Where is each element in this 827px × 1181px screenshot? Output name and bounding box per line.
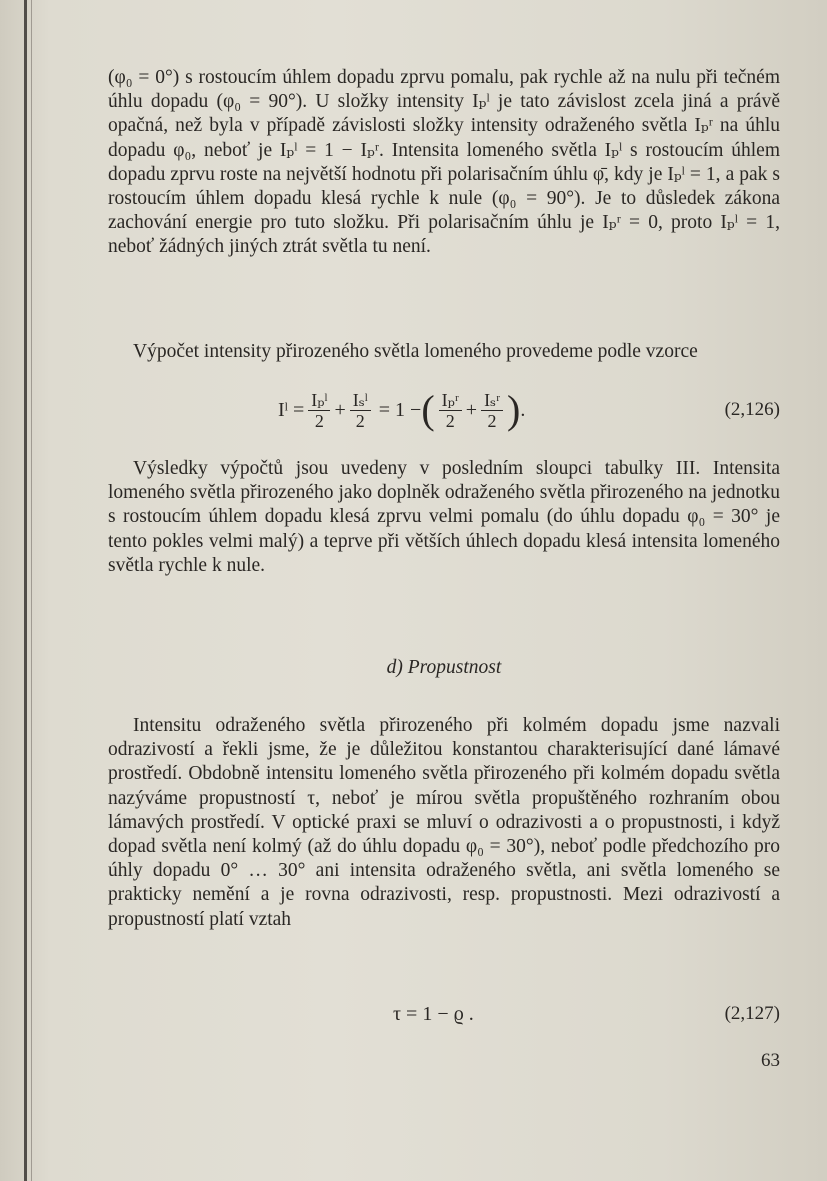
left-paren: (: [421, 387, 435, 432]
fraction-denominator: 2: [314, 410, 324, 431]
page-number: 63: [761, 1050, 780, 1071]
fraction: [350, 390, 371, 431]
section-heading: d) Propustnost: [386, 657, 502, 678]
paragraph-formula-intro: [108, 340, 780, 364]
fraction: [308, 390, 330, 431]
equation-number: (2,127): [724, 1003, 780, 1024]
right-paren: ): [507, 387, 521, 432]
fraction-numerator: Iₛˡ: [350, 390, 371, 411]
paragraph-continued: [108, 66, 780, 260]
fraction-numerator: Iₛʳ: [481, 390, 503, 411]
paragraph-results: [108, 457, 780, 578]
plus-sign: +: [334, 398, 346, 421]
plus-sign: +: [465, 398, 478, 421]
fraction: [439, 390, 462, 431]
fraction-denominator: 2: [487, 410, 497, 431]
book-spine-line: [24, 0, 27, 1181]
fraction-denominator: 2: [445, 410, 455, 431]
fraction-numerator: Iₚˡ: [308, 390, 330, 411]
paragraph-1: (φ₀ = 0°) s rostoucím úhlem dopadu zprvu pomalu, pak rychle až na nulu při tečném úhlu dopadu (φ₀ = 90°). U složky intensity Iₚˡ je tato závislost zcela jiná a právě opačná, než byla v případě závislosti složky intensity odraženého světla Iₚʳ na úhlu dopadu φ₀, neboť je Iₚˡ = 1 − Iₚʳ. Intensita lomeného světla Iₚˡ s rostoucím úhlem dopadu zprvu roste na největší hodnotu při polarisačním úhlu φ̄, kdy je Iₚˡ = 1, a pak s rostoucím úhlem dopadu klesá rychle k nule (φ₀ = 90°). Je to důsledek zákona zachování energie pro tuto složku. Při polarisačním úhlu je Iₚʳ = 0, proto Iₚˡ = 1, neboť žádných jiných ztrát světla tu není.: [108, 67, 780, 258]
equation-number: (2,126): [724, 399, 780, 420]
paragraph-3: Výsledky výpočtů jsou uvedeny v posledním sloupci tabulky III. Intensita lomeného světla přirozeného jako doplněk odraženého světla přirozeného na jednotku s rostoucím úhlem dopadu klesá zprvu velmi pomalu (do úhlu dopadu φ₀ = 30° je tento pokles velmi malý) a teprve při větších úhlech dopadu klesá intensita lomeného světla rychle k nule.: [108, 458, 780, 576]
equation-body: [278, 380, 525, 440]
book-spine-shadow: [31, 0, 32, 1181]
fraction-denominator: 2: [355, 410, 365, 431]
fraction: [481, 390, 503, 431]
equation-2-127: [108, 994, 780, 1034]
eq-lhs: Iˡ =: [278, 398, 305, 421]
fraction-numerator: Iₚʳ: [439, 390, 462, 411]
paragraph-transmittance: [108, 714, 780, 932]
paragraph-2: Výpočet intensity přirozeného světla lomeného provedeme podle vzorce: [133, 341, 698, 362]
eq-period: .: [520, 398, 526, 421]
equation-2-126: [108, 380, 780, 440]
eq-middle: = 1 −: [378, 398, 422, 421]
paragraph-4: Intensitu odraženého světla přirozeného při kolmém dopadu jsme nazvali odrazivostí a řekli jsme, že je důležitou konstantou charakterisující dané lámavé prostředí. Obdobně intensitu lomeného světla přirozeného při kolmém dopadu světla nazýváme propustností τ, neboť je mírou světla propuštěného rozhraním obou lámavých prostředí. V optické praxi se mluví o odrazivosti a o propustnosti, i když dopad světla není kolmý (až do úhlu dopadu φ₀ = 30°), neboť podle předchozího pro úhly dopadu 0° … 30° ani intensita odraženého světla, ani světla lomeného se prakticky nemění a je rovna odrazivosti, resp. propustnosti. Mezi odrazivostí a propustností platí vztah: [108, 715, 780, 930]
equation-body: τ = 1 − ϱ .: [393, 1002, 474, 1025]
